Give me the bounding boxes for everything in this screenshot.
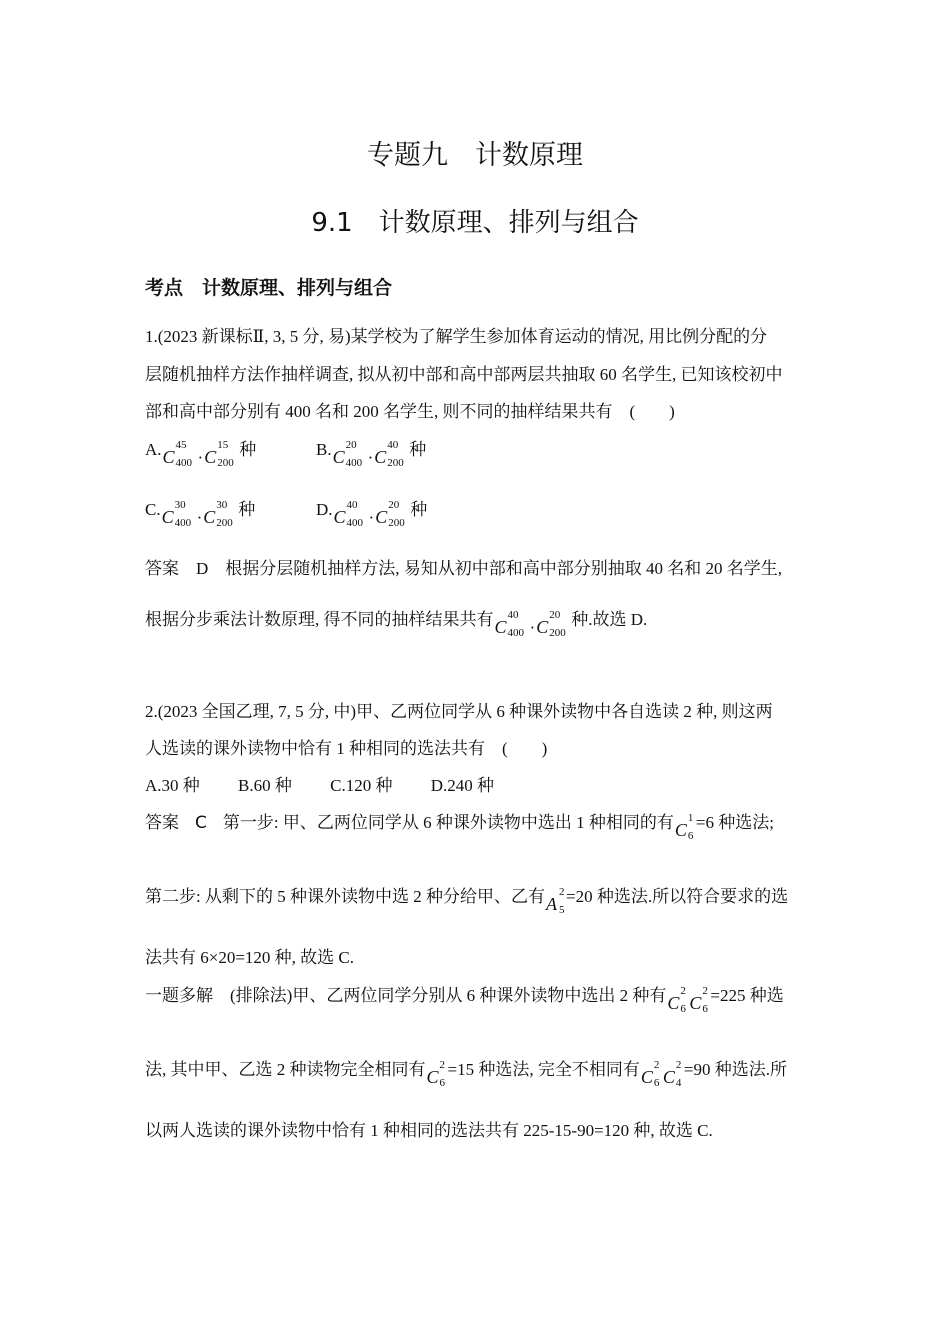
page-title: 专题九 计数原理 xyxy=(367,140,583,171)
page-subtitle: 9.1 计数原理、排列与组合 xyxy=(311,208,639,238)
q2-alt-line-2: 法, 其中甲、乙选 2 种读物完全相同有C 2 6 =15 种选法, 完全不相同有C 2 6 C 2 4 =90 种选法.所 xyxy=(145,1059,787,1089)
q1-option-b: B.C 20 400 ·C 40 200 种 xyxy=(316,439,427,469)
q1-option-d: D.C 40 400 ·C 20 200 种 xyxy=(316,499,428,529)
q2-options xyxy=(145,777,494,794)
q2-stem-line-1: 2.(2023 全国乙理, 7, 5 分, 中)甲、乙两位同学从 6 种课外读物中各自选读 2 种, 则这两 xyxy=(145,702,773,721)
q1-stem-line-2: 层随机抽样方法作抽样调查, 拟从初中部和高中部两层共抽取 60 名学生, 已知该校初中 xyxy=(145,365,783,384)
q1-stem-line-3: 部和高中部分别有 400 名和 200 名学生, 则不同的抽样结果共有 ( ) xyxy=(145,402,675,421)
q2-stem-line-2: 人选读的课外读物中恰有 1 种相同的选法共有 ( ) xyxy=(145,739,548,758)
q2-option-a: A.30 种 xyxy=(145,776,200,795)
q2-option-c: C.120 种 xyxy=(330,776,393,795)
q2-answer-line-2: 第二步: 从剩下的 5 种课外读物中选 2 种分给甲、乙有A 2 5 =20 种选法.所以符合要求的选 xyxy=(145,886,789,916)
q2-alt-line-3: 以两人选读的课外读物中恰有 1 种相同的选法共有 225-15-90=120 种, 故选 C. xyxy=(145,1121,713,1140)
q1-option-c: C.C 30 400 ·C 30 200 种 xyxy=(145,499,256,529)
q1-answer-line-2: 根据分步乘法计数原理, 得不同的抽样结果共有C 40 400 ·C 20 200 种.故选 D. xyxy=(145,609,648,639)
q2-option-b: B.60 种 xyxy=(238,776,292,795)
q1-stem-line-1: 1.(2023 新课标Ⅱ, 3, 5 分, 易)某学校为了解学生参加体育运动的情况, 用比例分配的分 xyxy=(145,327,768,346)
q2-answer-line-1: 答案 C 第一步: 甲、乙两位同学从 6 种课外读物中选出 1 种相同的有C 1 6 =6 种选法; xyxy=(145,812,774,842)
section-heading: 考点 计数原理、排列与组合 xyxy=(145,277,393,299)
q1-answer-line-1: 答案 D 根据分层随机抽样方法, 易知从初中部和高中部分别抽取 40 名和 20 名学生, xyxy=(145,559,783,578)
q1-option-a: A.C 45 400 ·C 15 200 种 xyxy=(145,439,257,469)
q2-option-d: D.240 种 xyxy=(430,776,494,795)
q2-alt-line-1: 一题多解 (排除法)甲、乙两位同学分别从 6 种课外读物中选出 2 种有C 2 6 C 2 6 =225 种选 xyxy=(145,985,784,1015)
q2-answer-line-3: 法共有 6×20=120 种, 故选 C. xyxy=(145,948,355,967)
